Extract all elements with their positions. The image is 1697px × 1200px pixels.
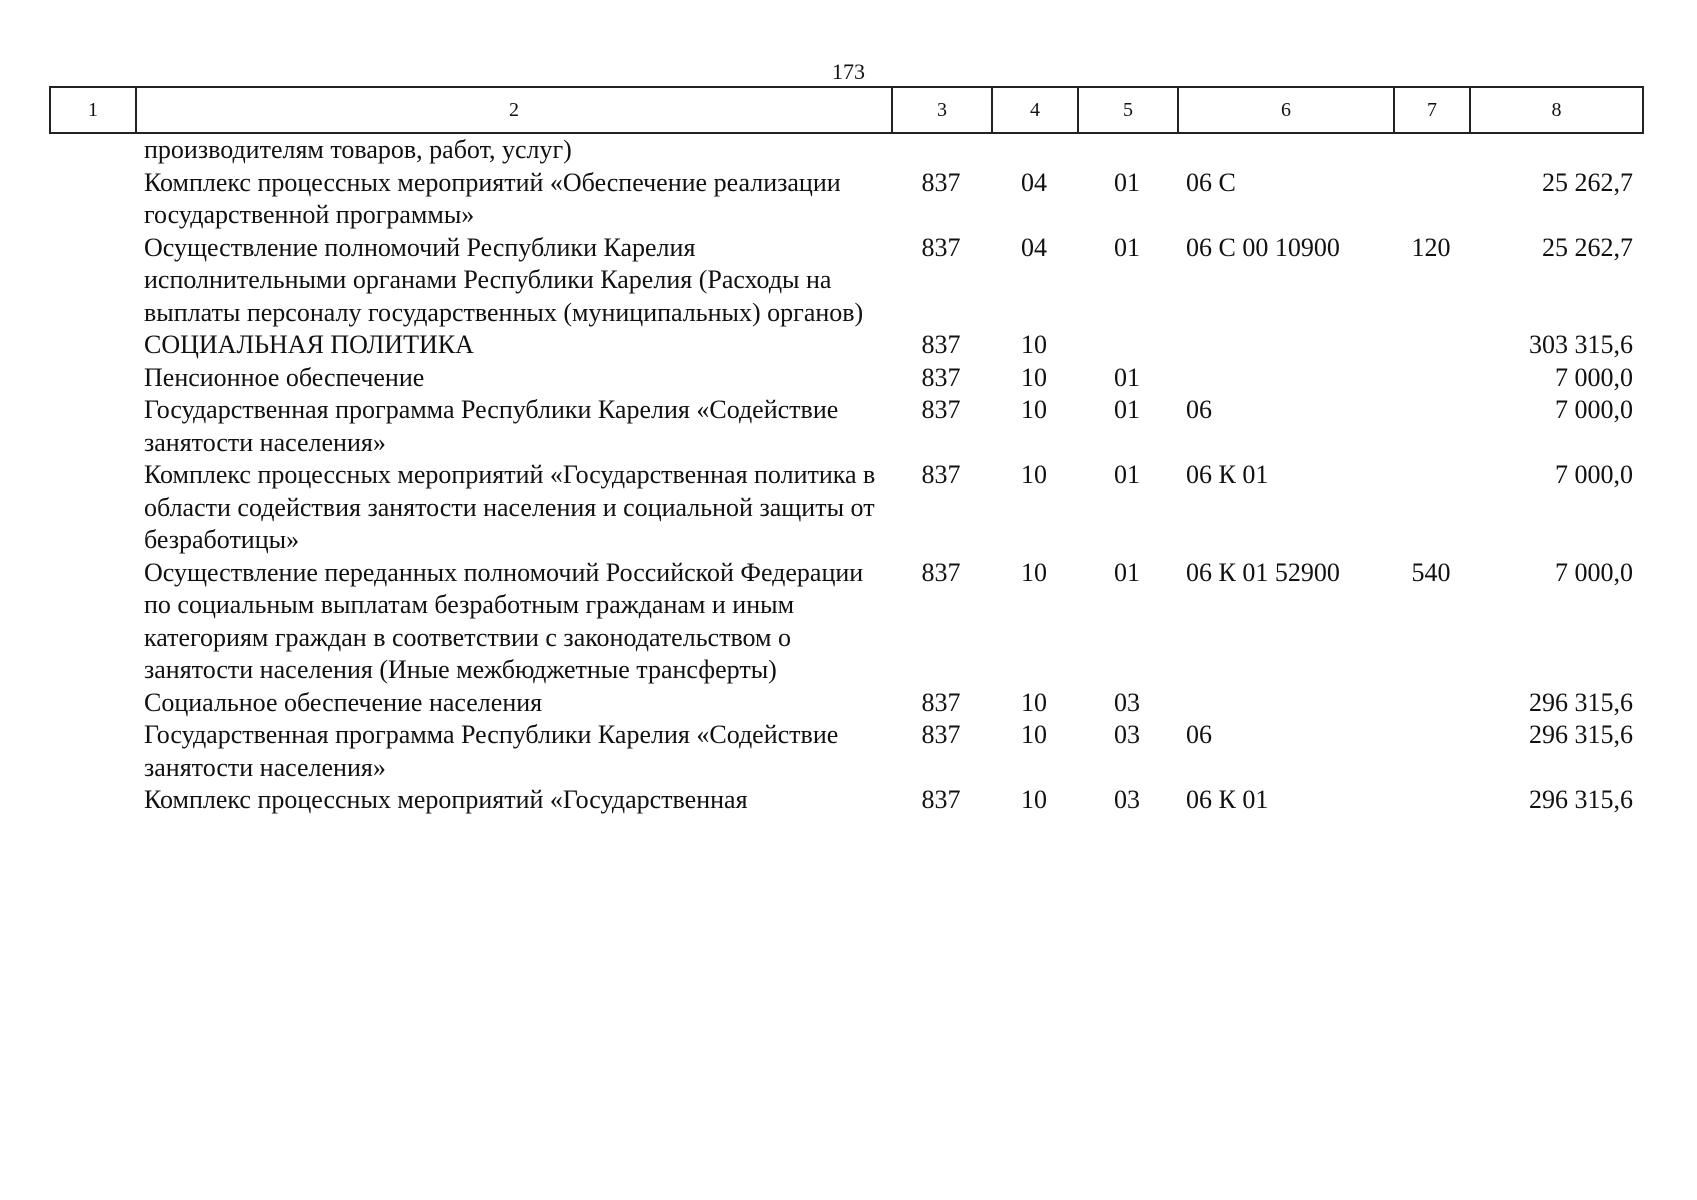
budget-table — [49, 134, 1642, 817]
col-1-cell — [49, 784, 135, 817]
expense-type-code — [1393, 687, 1469, 720]
table-row — [49, 167, 1642, 232]
amount: 7 000,0 — [1555, 395, 1633, 424]
section-code: 04 — [1021, 167, 1047, 197]
amount: 7 000,0 — [1555, 557, 1633, 587]
amount: 303 315,6 — [1529, 330, 1633, 359]
item-name: СОЦИАЛЬНАЯ ПОЛИТИКА — [144, 330, 474, 359]
section-code: 10 — [1021, 720, 1047, 749]
item-name: Комплекс процессных мероприятий «Государственная политика в области содействия занятости населения и социальной защиты от безработицы» — [144, 460, 876, 554]
target-article-code: 06 — [1186, 395, 1212, 424]
target-article-code: 06 — [1186, 720, 1212, 749]
col-1-cell — [49, 362, 135, 395]
table-row — [49, 134, 1642, 167]
col-1-cell — [49, 394, 135, 459]
section-code: 10 — [1021, 395, 1047, 424]
table-row — [49, 329, 1642, 362]
subsection-code: 01 — [1114, 395, 1140, 424]
col-1-cell — [49, 557, 135, 687]
ministry-code: 837 — [921, 362, 961, 392]
header-col-8: 8 — [1470, 87, 1643, 133]
item-name: Социальное обеспечение населения — [144, 687, 543, 717]
header-col-1: 1 — [50, 87, 136, 133]
expense-type-code — [1393, 362, 1469, 395]
col-1-cell — [49, 459, 135, 557]
expense-type-code — [1393, 394, 1469, 459]
target-article-code: 06 С — [1186, 167, 1236, 197]
table-row — [49, 394, 1642, 459]
header-col-5: 5 — [1078, 87, 1178, 133]
expense-type-code: 120 — [1411, 232, 1451, 262]
ministry-code: 837 — [921, 232, 961, 262]
item-name: Пенсионное обеспечение — [144, 362, 425, 392]
budget-table-body — [49, 134, 1642, 817]
subsection-code: 03 — [1114, 785, 1140, 814]
ministry-code: 837 — [921, 557, 961, 587]
table-row — [49, 362, 1642, 395]
subsection-code: 03 — [1114, 720, 1140, 749]
expense-type-code — [1393, 459, 1469, 557]
column-number-header — [49, 86, 1644, 134]
section-code: 10 — [1021, 330, 1047, 359]
item-name: Государственная программа Республики Карелия «Содействие занятости населения» — [144, 395, 839, 457]
subsection-code: 03 — [1114, 687, 1140, 717]
target-article-code: 06 К 01 — [1186, 785, 1269, 814]
amount: 25 262,7 — [1542, 232, 1633, 262]
target-article-code — [1177, 362, 1393, 395]
subsection-code: 01 — [1114, 460, 1140, 489]
item-name: Государственная программа Республики Карелия «Содействие занятости населения» — [144, 720, 839, 782]
amount: 7 000,0 — [1555, 362, 1633, 392]
col-1-cell — [49, 167, 135, 232]
ministry-code: 837 — [921, 167, 961, 197]
table-row — [49, 687, 1642, 720]
header-col-4: 4 — [992, 87, 1078, 133]
target-article-code — [1177, 329, 1393, 362]
col-1-cell — [49, 232, 135, 330]
amount: 7 000,0 — [1555, 460, 1633, 489]
subsection-code: 01 — [1114, 232, 1140, 262]
ministry-code — [891, 134, 991, 167]
section-code: 10 — [1021, 557, 1047, 587]
col-1-cell — [49, 719, 135, 784]
table-row — [49, 459, 1642, 557]
expense-type-code — [1393, 719, 1469, 784]
ministry-code: 837 — [921, 687, 961, 717]
col-1-cell — [49, 687, 135, 720]
header-col-3: 3 — [892, 87, 992, 133]
item-name: Осуществление переданных полномочий Российской Федерации по социальным выплатам безработным гражданам и иным категориям граждан в соответствии с законодательством о занятости населения (Иные межбюджетные трансферты) — [144, 557, 864, 684]
expense-type-code — [1393, 329, 1469, 362]
item-name: Комплекс процессных мероприятий «Обеспечение реализации государственной программы» — [144, 167, 841, 229]
subsection-code: 01 — [1114, 167, 1140, 197]
amount — [1469, 134, 1642, 167]
expense-type-code — [1393, 784, 1469, 817]
target-article-code: 06 К 01 52900 — [1186, 557, 1340, 587]
page-number: 173 — [832, 59, 865, 84]
amount: 25 262,7 — [1542, 167, 1633, 197]
ministry-code: 837 — [921, 720, 961, 749]
target-article-code — [1177, 687, 1393, 720]
header-col-2: 2 — [136, 87, 892, 133]
item-name: производителям товаров, работ, услуг) — [144, 135, 572, 164]
section-code: 04 — [1021, 232, 1047, 262]
amount: 296 315,6 — [1529, 687, 1633, 717]
table-row — [49, 784, 1642, 817]
item-name: Комплекс процессных мероприятий «Государственная — [144, 785, 748, 814]
expense-type-code — [1393, 134, 1469, 167]
subsection-code: 01 — [1114, 557, 1140, 587]
subsection-code: 01 — [1114, 362, 1140, 392]
section-code: 10 — [1021, 687, 1047, 717]
subsection-code — [1077, 134, 1177, 167]
header-col-7: 7 — [1394, 87, 1470, 133]
col-1-cell — [49, 134, 135, 167]
ministry-code: 837 — [921, 785, 961, 814]
item-name: Осуществление полномочий Республики Карелия исполнительными органами Республики Карелия (Расходы на выплаты персоналу государственных (муниципальных) органов) — [144, 232, 864, 327]
table-row — [49, 719, 1642, 784]
target-article-code — [1177, 134, 1393, 167]
target-article-code: 06 С 00 10900 — [1186, 232, 1340, 262]
expense-type-code: 540 — [1411, 557, 1451, 587]
section-code: 10 — [1021, 362, 1047, 392]
table-row — [49, 557, 1642, 687]
col-1-cell — [49, 329, 135, 362]
section-code — [991, 134, 1077, 167]
table-row — [49, 232, 1642, 330]
ministry-code: 837 — [921, 460, 961, 489]
expense-type-code — [1393, 167, 1469, 232]
amount: 296 315,6 — [1529, 720, 1633, 749]
target-article-code: 06 К 01 — [1186, 460, 1269, 489]
amount: 296 315,6 — [1529, 785, 1633, 814]
ministry-code: 837 — [921, 330, 961, 359]
ministry-code: 837 — [921, 395, 961, 424]
header-col-6: 6 — [1178, 87, 1394, 133]
section-code: 10 — [1021, 785, 1047, 814]
subsection-code — [1077, 329, 1177, 362]
section-code: 10 — [1021, 460, 1047, 489]
